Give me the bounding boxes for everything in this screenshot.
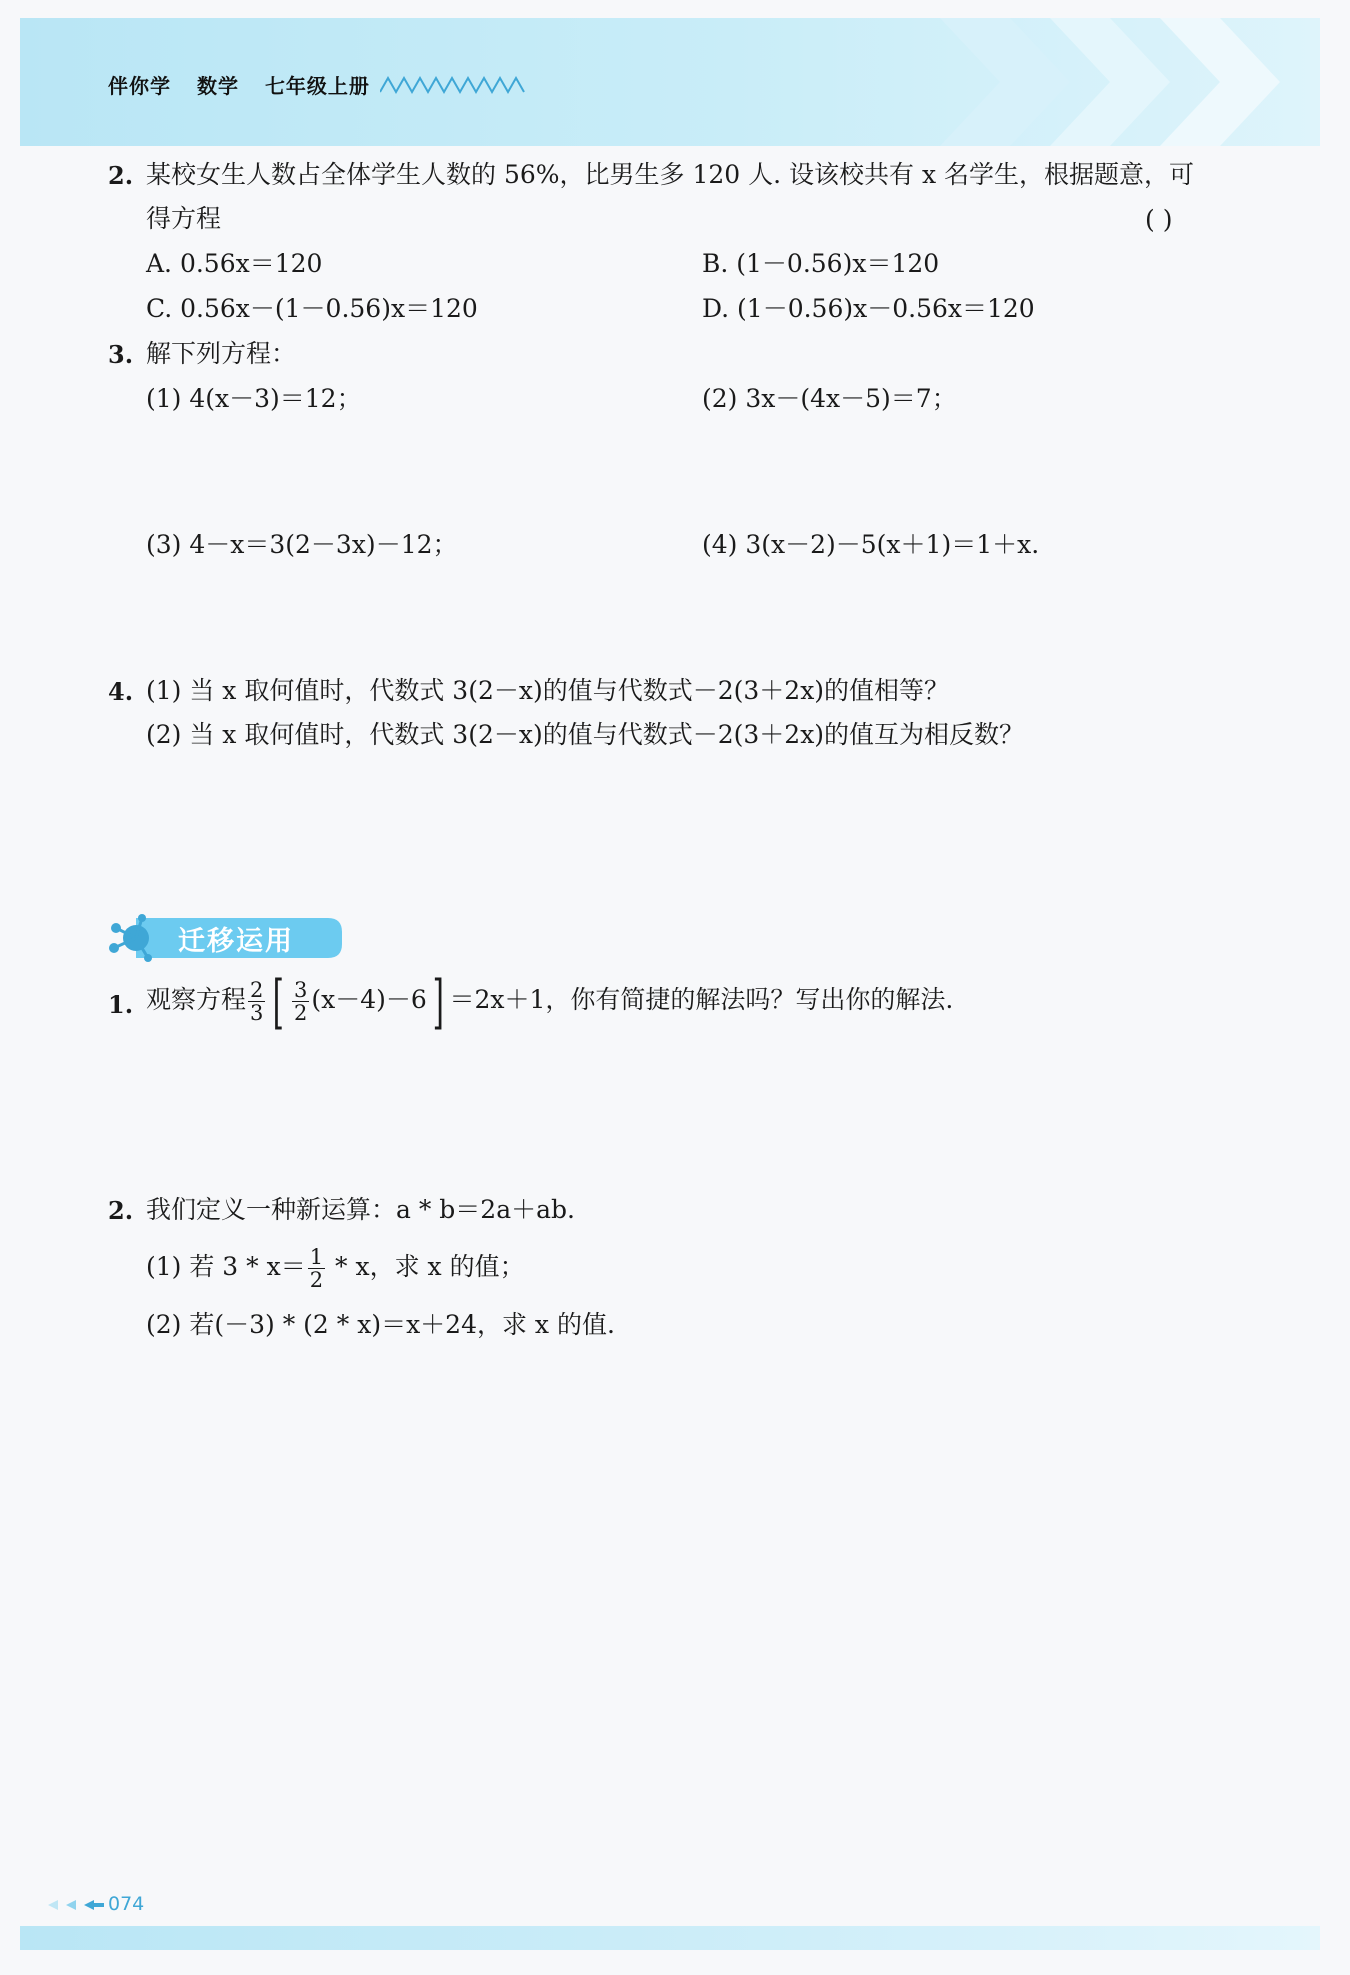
s2-intro: 我们定义一种新运算：a * b＝2a＋ab. (146, 1195, 575, 1224)
q2-text-line2: 得方程 (146, 204, 222, 233)
q2-number: 2. (108, 161, 134, 190)
header-chevrons-decoration (940, 18, 1320, 146)
s2-part1-frac-den: 2 (309, 1268, 324, 1292)
right-bracket-symbol: ] (432, 967, 444, 1036)
s1-lead: 观察方程 (146, 985, 247, 1014)
zigzag-decoration (380, 76, 526, 94)
s2-part1-fraction (308, 1246, 325, 1291)
header-subject: 数学 (196, 74, 239, 98)
left-bracket-symbol: [ (273, 967, 285, 1036)
q3-part1: (1) 4(x－3)＝12； (146, 384, 362, 413)
q3-number: 3. (108, 340, 134, 369)
q2-answer-blank[interactable]: ( ) (1145, 205, 1173, 234)
s1-inner-frac-num: 3 (294, 977, 308, 1002)
q4-part1: (1) 当 x 取何值时，代数式 3(2－x)的值与代数式－2(3＋2x)的值相等？ (146, 676, 950, 705)
s2-part1-lead: (1) 若 3 * x＝ (146, 1252, 306, 1281)
s1-outer-frac-den: 3 (250, 1001, 264, 1025)
footer-band (20, 1926, 1320, 1950)
q4-number: 4. (108, 677, 134, 706)
page-arrows-decoration (48, 1898, 104, 1912)
q3-part3: (3) 4－x＝3(2－3x)－12； (146, 530, 458, 559)
s1-outer-frac-num: 2 (250, 977, 264, 1002)
s1-inner-fraction (292, 979, 309, 1024)
s1-inner-rest: (x－4)－6 (311, 985, 427, 1014)
s1-text (146, 967, 954, 1036)
q2-option-a: A. 0.56x＝120 (146, 249, 323, 278)
q2-option-c: C. 0.56x－(1－0.56)x＝120 (146, 294, 478, 323)
header-series: 伴你学 (108, 74, 171, 98)
s2-part2: (2) 若(－3) * (2 * x)＝x＋24，求 x 的值. (146, 1310, 615, 1339)
q2-option-b: B. (1－0.56)x＝120 (702, 249, 940, 278)
s1-outer-fraction (248, 979, 265, 1024)
header-grade: 七年级上册 (264, 74, 370, 98)
q2-text-line1: 某校女生人数占全体学生人数的 56%，比男生多 120 人. 设该校共有 x 名学生，根据题意，可 (146, 160, 1195, 189)
s1-rest: ＝2x＋1，你有简捷的解法吗？写出你的解法. (449, 985, 954, 1014)
q3-part2: (2) 3x－(4x－5)＝7； (702, 384, 957, 413)
s2-part1-frac-num: 1 (309, 1244, 324, 1269)
s1-inner-frac-den: 2 (294, 1001, 308, 1025)
s1-number: 1. (108, 990, 134, 1019)
section-title: 迁移运用 (178, 926, 294, 957)
q3-title: 解下列方程： (146, 339, 297, 368)
s2-number: 2. (108, 1196, 134, 1225)
q4-part2: (2) 当 x 取何值时，代数式 3(2－x)的值与代数式－2(3＋2x)的值互为相反数？ (146, 720, 1025, 749)
page-number: 074 (108, 1893, 145, 1915)
q2-option-d: D. (1－0.56)x－0.56x＝120 (702, 294, 1035, 323)
q3-part4: (4) 3(x－2)－5(x＋1)＝1＋x. (702, 530, 1040, 559)
s2-part1-rest: * x，求 x 的值； (327, 1252, 525, 1281)
s2-part1 (146, 1240, 525, 1294)
header-title (108, 70, 388, 99)
